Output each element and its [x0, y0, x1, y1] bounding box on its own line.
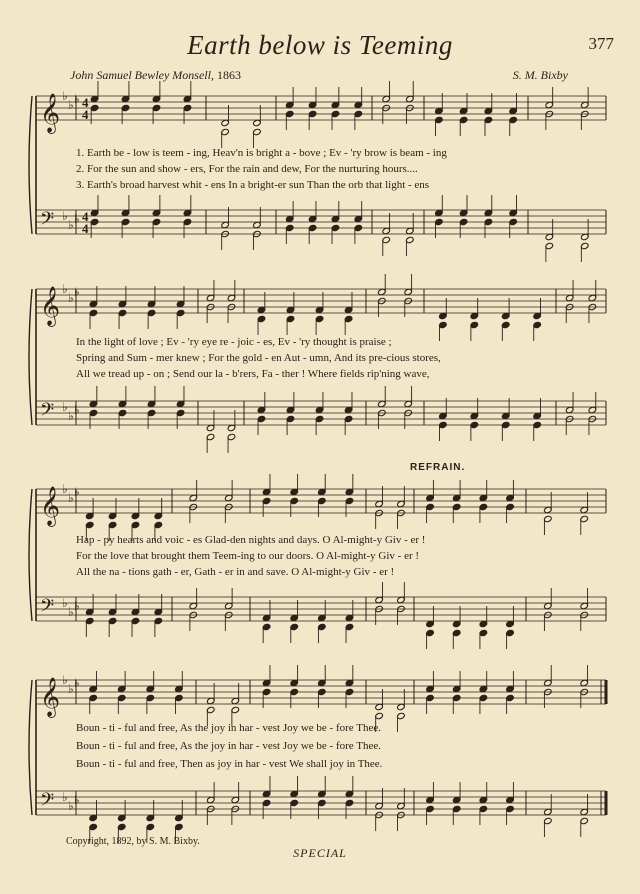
brace	[29, 96, 32, 234]
flat-sign: ♭	[62, 89, 68, 103]
treble-clef: 𝄞	[40, 93, 61, 133]
lyric-line: Spring and Sum - mer knew ; For the gold - en Aut - umn, And its pre-cious stores,	[76, 352, 441, 364]
flat-sign: ♭	[74, 793, 80, 807]
time-signature: 4	[82, 221, 89, 236]
author-year: 1863	[216, 68, 241, 82]
lyric-line: 2. For the sun and show - ers, For the rain and dew, For the nurturing hours....	[76, 163, 418, 175]
lyric-line: All we tread up - on ; Send our la - b'rers, Fa - ther ! Where fields rip'ning wave,	[76, 368, 430, 380]
brace	[29, 289, 32, 425]
refrain-label: REFRAIN.	[410, 462, 466, 473]
lyric-line: Boun - ti - ful and free, As the joy in har - vest Joy we be - fore Thee.	[76, 722, 381, 734]
time-signature: 4	[82, 107, 89, 122]
time-signature: 4	[82, 95, 89, 110]
author-name: John Samuel Bewley Monsell	[70, 68, 211, 82]
flat-sign: ♭	[68, 218, 74, 232]
treble-clef: 𝄞	[40, 677, 61, 717]
brace	[29, 680, 32, 815]
flat-sign: ♭	[74, 485, 80, 499]
flat-sign: ♭	[74, 676, 80, 690]
flat-sign: ♭	[68, 98, 74, 112]
lyric-line: Boun - ti - ful and free, As the joy in har - vest Joy we be - fore Thee.	[76, 740, 381, 752]
treble-clef: 𝄞	[40, 486, 61, 526]
flat-sign: ♭	[74, 403, 80, 417]
flat-sign: ♭	[68, 605, 74, 619]
flat-sign: ♭	[74, 599, 80, 613]
lyric-line: Hap - py hearts and voic - es Glad-den nights and days. O Al-might-y Giv - er !	[76, 534, 426, 546]
flat-sign: ♭	[68, 291, 74, 305]
time-signature: 4	[82, 209, 89, 224]
hymn-title: Earth below is Teeming	[187, 30, 453, 60]
flat-sign: ♭	[74, 212, 80, 226]
flat-sign: ♭	[62, 209, 68, 223]
flat-sign: ♭	[68, 409, 74, 423]
flat-sign: ♭	[68, 799, 74, 813]
footer-label: SPECIAL	[293, 846, 347, 860]
page-number: 377	[588, 34, 614, 53]
bass-clef: 𝄢	[40, 209, 55, 234]
flat-sign: ♭	[62, 790, 68, 804]
bass-clef: 𝄢	[40, 596, 55, 621]
flat-sign: ♭	[62, 596, 68, 610]
treble-clef: 𝄞	[40, 286, 61, 326]
author-credit: John Samuel Bewley Monsell, 1863	[70, 68, 241, 82]
lyric-line: In the light of love ; Ev - 'ry eye re - joic - es, Ev - 'ry thought is praise ;	[76, 336, 392, 348]
composer-credit: S. M. Bixby	[512, 68, 568, 82]
flat-sign: ♭	[74, 285, 80, 299]
flat-sign: ♭	[62, 673, 68, 687]
flat-sign: ♭	[74, 92, 80, 106]
flat-sign: ♭	[62, 282, 68, 296]
lyric-line: 1. Earth be - low is teem - ing, Heav'n is bright a - bove ; Ev - 'ry brow is beam - ing	[76, 147, 447, 159]
copyright-notice: Copyright, 1892, by S. M. Bixby.	[66, 836, 200, 847]
bass-clef: 𝄢	[40, 400, 55, 425]
lyric-line: Boun - ti - ful and free, Then as joy in har - vest We shall joy in Thee.	[76, 758, 383, 770]
bass-clef: 𝄢	[40, 790, 55, 815]
lyric-line: All the na - tions gath - er, Gath - er in and save. O Al-might-y Giv - er !	[76, 566, 395, 578]
flat-sign: ♭	[68, 682, 74, 696]
flat-sign: ♭	[62, 482, 68, 496]
flat-sign: ♭	[62, 400, 68, 414]
brace	[29, 489, 32, 621]
lyric-line: For the love that brought them Teem-ing to our doors. O Al-might-y Giv - er !	[76, 550, 420, 562]
lyric-line: 3. Earth's broad harvest whit - ens In a bright-er sun Than the orb that light - ens	[76, 179, 430, 191]
flat-sign: ♭	[68, 491, 74, 505]
